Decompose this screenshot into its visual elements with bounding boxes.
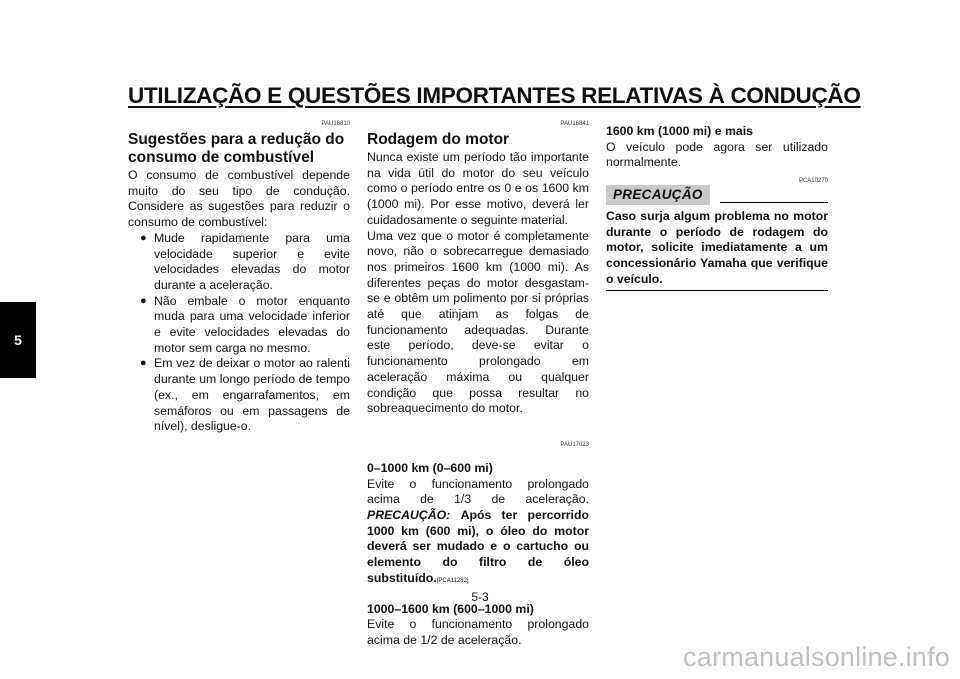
caution-divider — [720, 202, 828, 203]
subheading: 1600 km (1000 mi) e mais — [606, 124, 753, 138]
caution-label: PRECAUÇÃO: — [367, 508, 451, 523]
reference-code: [PCA11282] — [436, 577, 469, 584]
chapter-tab: 5 — [0, 302, 36, 378]
section-code: PAU16810 — [321, 121, 350, 127]
bullet-icon: ● — [140, 357, 147, 370]
subheading: 1000–1600 km (600–1000 mi) — [367, 601, 534, 616]
section-code: PAU16841 — [560, 121, 589, 127]
list-item: ● Em vez de deixar o motor ao ralenti durante um longo período de tempo (ex., em engarrafamentos, em semáforos ou em passagens de nível), desligue-o. — [140, 356, 350, 434]
page-title: UTILIZAÇÃO E QUESTÕES IMPORTANTES RELATIVAS À CONDUÇÃO — [128, 83, 861, 108]
caution-end-divider — [606, 290, 828, 291]
subheading: 0–1000 km (0–600 mi) — [367, 460, 493, 475]
caution-header — [606, 185, 828, 205]
list-item: ● Não embale o motor enquanto muda para uma velocidade inferior e evite velocidades elevadas do motor sem carga no mesmo. — [140, 293, 350, 355]
section-heading: Sugestões para a redução do consumo de combustível — [128, 131, 345, 166]
paragraph: Evite o funcionamento prolongado acima de 1/2 de aceleração. — [367, 617, 589, 647]
caution-badge: PRECAUÇÃO — [606, 185, 710, 205]
section-code: PAU17023 — [560, 441, 589, 448]
column-after-break-in — [606, 120, 828, 291]
caution-text: Após ter percorrido 1000 km (600 mi), o óleo do motor deverá ser mudado e o cartucho ou elemento do filtro de óleo substituído. — [367, 508, 589, 585]
bullet-icon: ● — [140, 231, 147, 244]
page-number: 5-3 — [471, 590, 489, 604]
bullet-icon: ● — [140, 294, 147, 307]
paragraph: Nunca existe um período tão importante na vida útil do motor do seu veículo como o período entre os 0 e os 1600 km (1000 mi). Por esse motivo, deverá ler cuidadosamente o seguinte material. — [367, 150, 589, 227]
paragraph: O veículo pode agora ser utilizado normalmente. — [606, 139, 828, 170]
caution-text: Caso surja algum problema no motor durante o período de rodagem do motor, solicite imediatamente a um concessionário Yamaha que verifique o veículo. — [606, 208, 828, 286]
paragraph-with-caution: Evite o funcionamento prolongado acima de 1/3 de aceleração. PRECAUÇÃO: Após ter percorrido 1000 km (600 mi), o óleo do motor deverá ser mudado e o cartucho ou elemento do filtro de óleo substituído.[PCA11282] — [367, 476, 589, 585]
column-engine-break-in — [367, 120, 589, 649]
bullet-list — [128, 231, 350, 435]
caution-code: PCA10270 — [798, 178, 828, 185]
section-heading: Rodagem do motor — [367, 131, 510, 148]
column-fuel-tips — [128, 120, 350, 435]
list-item: ● Mude rapidamente para uma velocidade superior e evite velocidades elevadas do motor durante a aceleração. — [140, 230, 350, 292]
paragraph: O consumo de combustível depende muito do seu tipo de condução. Considere as sugestões para reduzir o consumo de combustível: — [128, 168, 350, 230]
paragraph: Uma vez que o motor é completamente novo, não o sobrecarregue demasiado nos primeiros 1600 km (1000 mi). As diferentes peças do motor desgastam-se e obtêm um polimento por si próprias até que atinjam as folgas de funcionamento adequadas. Durante este período, deve-se evitar o funcionamento prolongado em aceleração máxima ou qualquer condição que possa resultar no sobreaquecimento do motor. — [367, 228, 589, 416]
watermark: carmanualsonline.info — [683, 642, 950, 672]
